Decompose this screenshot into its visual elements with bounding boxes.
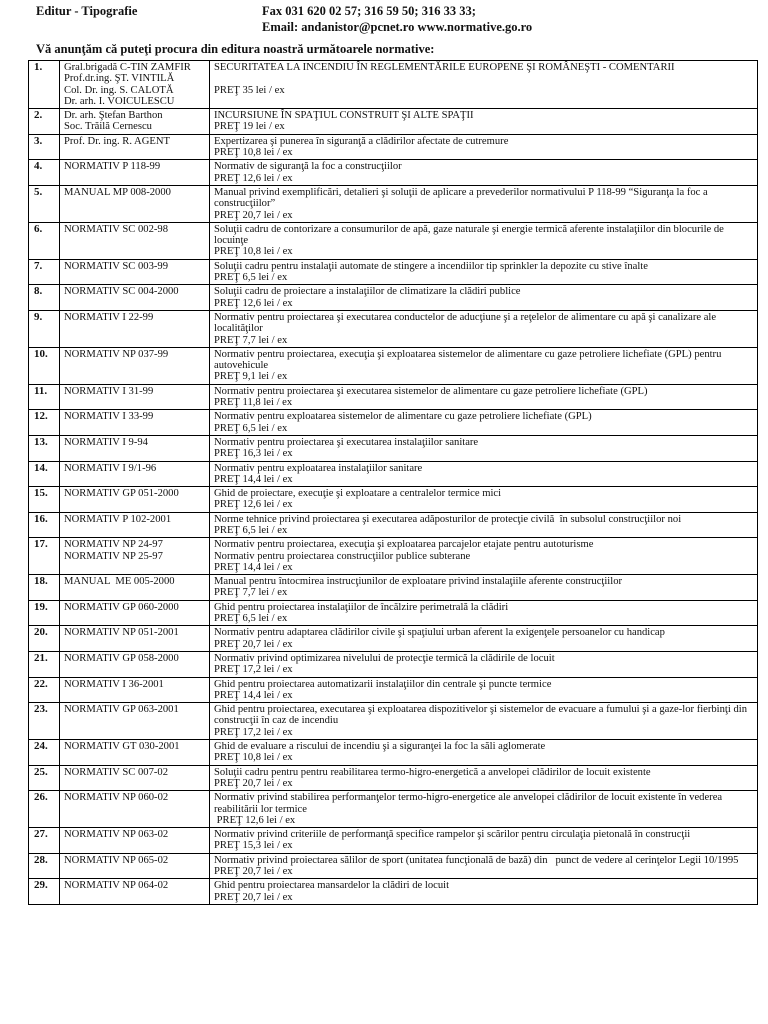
item-description-cell: [210, 740, 758, 766]
item-description-cell: [210, 285, 758, 311]
item-title: SECURITATEA LA INCENDIU ÎN REGLEMENTĂRILE EUROPENE ŞI ROMÂNEŞTI - COMENTARII: [214, 62, 675, 73]
item-number: 17.: [29, 538, 60, 575]
item-author-cell: [60, 285, 210, 311]
table-row: [29, 703, 758, 740]
item-author-cell: [60, 435, 210, 461]
table-row: [29, 879, 758, 905]
item-author: NORMATIV GP 051-2000: [64, 488, 179, 500]
item-author-cell: [60, 651, 210, 677]
table-row: [29, 347, 758, 384]
item-description-cell: [210, 828, 758, 854]
item-author-cell: [60, 109, 210, 135]
item-author: NORMATIV NP 037-99: [64, 348, 169, 360]
item-title: Normativ privind criteriile de performanţă specifice rampelor şi scărilor pentru circulaţia pietonală în construcţii: [214, 829, 691, 841]
item-description-cell: [210, 384, 758, 410]
item-description-cell: [210, 512, 758, 538]
item-number: 21.: [29, 651, 60, 677]
item-price: PREŢ 35 lei / ex: [214, 84, 285, 96]
item-title: INCURSIUNE ÎN SPAŢIUL CONSTRUIT ŞI ALTE SPAŢII: [214, 110, 474, 122]
item-description-cell: [210, 259, 758, 285]
item-author-cell: [60, 828, 210, 854]
item-title: Soluţii cadru de contorizare a consumurilor de apă, gaze naturale şi energie termică aferente instalaţiilor din blocurile de locuinţe: [214, 223, 727, 247]
item-author-cell: [60, 703, 210, 740]
table-row: [29, 160, 758, 186]
item-author: Dr. arh. I. VOICULESCU: [64, 95, 175, 107]
item-description-cell: [210, 879, 758, 905]
item-price: PREŢ 10,8 lei / ex: [214, 246, 293, 258]
item-title: Normativ pentru proiectarea şi executarea conductelor de aducţiune şi a reţelelor de alimentare cu apă şi canalizare ale localităţilor: [214, 311, 719, 335]
table-row: [29, 461, 758, 487]
item-description-cell: [210, 651, 758, 677]
item-price: PREŢ 20,7 lei / ex: [214, 209, 293, 221]
item-title: Norme tehnice privind proiectarea şi executarea adăposturilor de protecţie civilă în subsolul construcţiilor noi: [214, 513, 682, 525]
item-author: Dr. arh. Ştefan Barthon: [64, 110, 163, 122]
item-title: Expertizarea şi punerea în siguranţă a clădirilor afectate de cutremure: [214, 135, 509, 147]
item-price: PREŢ 10,8 lei / ex: [214, 147, 293, 159]
item-author-cell: [60, 461, 210, 487]
table-row: [29, 512, 758, 538]
table-row: [29, 828, 758, 854]
item-title: Normativ pentru proiectarea, execuţia şi exploatarea sistemelor de alimentare cu gaze petroliere lichefiate (GPL) pentru autovehicule: [214, 348, 725, 372]
item-author-cell: [60, 512, 210, 538]
item-author-cell: [60, 160, 210, 186]
item-author: NORMATIV NP 24-97: [64, 539, 163, 551]
item-author: NORMATIV I 22-99: [64, 311, 154, 323]
item-title: Normativ pentru proiectarea, execuţia şi exploatarea parcajelor etajate pentru autoturisme: [214, 539, 594, 551]
item-author-cell: [60, 61, 210, 109]
item-title: Ghid pentru proiectarea, executarea şi exploatarea dispozitivelor şi sistemelor de evacuare a fumului şi a gaze-lor fierbinţi din construcţii în caz de incendiu: [214, 704, 750, 727]
table-row: [29, 677, 758, 703]
item-author: NORMATIV SC 007-02: [64, 766, 168, 778]
table-row: [29, 600, 758, 626]
item-title: Normativ pentru exploatarea sistemelor de alimentare cu gaze petroliere lichefiate (GPL): [214, 411, 592, 423]
item-author-cell: [60, 310, 210, 347]
item-number: 11.: [29, 384, 60, 410]
item-author: Gral.brigadă C-TIN ZAMFIR: [64, 62, 191, 73]
table-row: [29, 222, 758, 259]
intro-text: Vă anunţăm că puteţi procura din editura noastră următoarele normative:: [36, 42, 435, 56]
item-author: NORMATIV NP 064-02: [64, 880, 169, 892]
item-author: Col. Dr. ing. S. CALOTĂ: [64, 84, 174, 96]
table-row: [29, 791, 758, 828]
item-number: 24.: [29, 740, 60, 766]
item-title: Normativ privind stabilirea performanţelor termo-higro-energetice ale anvelopei clădirilor de locuit existente în vederea reabilitării lor termice: [214, 792, 725, 815]
item-number: 12.: [29, 410, 60, 436]
item-number: 15.: [29, 487, 60, 513]
item-description-cell: [210, 134, 758, 160]
item-description-cell: [210, 791, 758, 828]
item-number: 18.: [29, 575, 60, 601]
item-number: 23.: [29, 703, 60, 740]
item-title: Soluţii cadru pentru instalaţii automate de stingere a incendiilor tip sprinkler la depozite cu stive înalte: [214, 260, 648, 272]
item-title: Normativ privind proiectarea sălilor de sport (unitatea funcţională de bază) din punct de vedere al cerinţelor Legii 10/1995: [214, 854, 739, 866]
publisher-heading: Editur - Tipografie: [36, 4, 138, 18]
item-title: Ghid de proiectare, execuţie şi exploatare a centralelor termice mici: [214, 488, 502, 500]
item-author-cell: [60, 575, 210, 601]
item-author: NORMATIV GP 060-2000: [64, 601, 179, 613]
table-row: [29, 410, 758, 436]
item-author-cell: [60, 347, 210, 384]
item-number: 9.: [29, 310, 60, 347]
item-description-cell: [210, 677, 758, 703]
table-row: [29, 740, 758, 766]
item-author: NORMATIV I 9/1-96: [64, 462, 157, 474]
item-price: PREŢ 15,3 lei / ex: [214, 840, 293, 852]
item-title: Normativ pentru proiectarea şi executarea sistemelor de alimentare cu gaze petroliere lichefiate (GPL): [214, 385, 648, 397]
item-number: 1.: [29, 61, 60, 109]
table-row: [29, 109, 758, 135]
table-row: [29, 185, 758, 222]
item-title: Ghid pentru proiectarea automatizarii instalaţiilor din centrale şi puncte termice: [214, 678, 552, 690]
item-title: Normativ pentru adaptarea clădirilor civile şi spaţiului urban aferent la exigenţele persoanelor cu handicap: [214, 627, 665, 639]
item-title: Manual privind exemplificări, detalieri şi soluţii de aplicare a prevederilor normativului P 118-99 “Siguranţa la foc a construcţiilor”: [214, 186, 711, 210]
item-description-cell: [210, 626, 758, 652]
item-author: NORMATIV GP 058-2000: [64, 652, 179, 664]
item-price: PREŢ 7,7 lei / ex: [214, 334, 288, 346]
item-price: PREŢ 10,8 lei / ex: [214, 752, 293, 764]
item-description-cell: [210, 703, 758, 740]
item-author-cell: [60, 853, 210, 879]
item-author: NORMATIV GT 030-2001: [64, 741, 180, 753]
table-row: [29, 538, 758, 575]
item-description-cell: [210, 347, 758, 384]
item-description-cell: [210, 538, 758, 575]
item-author-cell: [60, 765, 210, 791]
item-author: NORMATIV SC 004-2000: [64, 286, 179, 298]
item-author-cell: [60, 879, 210, 905]
item-number: 26.: [29, 791, 60, 828]
item-title: Normativ pentru proiectarea şi executarea instalaţiilor sanitare: [214, 436, 479, 448]
item-author-cell: [60, 626, 210, 652]
item-number: 29.: [29, 879, 60, 905]
item-author: NORMATIV NP 051-2001: [64, 627, 179, 639]
item-author: Prof.dr.ing. ŞT. VINTILĂ: [64, 73, 175, 85]
item-author: NORMATIV SC 003-99: [64, 260, 168, 272]
item-price: PREŢ 6,5 lei / ex: [214, 422, 288, 434]
item-author: Soc. Trăilă Cernescu: [64, 121, 152, 133]
item-number: 3.: [29, 134, 60, 160]
table-row: [29, 61, 758, 109]
table-row: [29, 487, 758, 513]
table-row: [29, 384, 758, 410]
item-description-cell: [210, 765, 758, 791]
item-title: Normativ privind optimizarea nivelului de protecţie termică la clădirile de locuit: [214, 652, 555, 664]
item-price: PREŢ 20,7 lei / ex: [214, 891, 293, 903]
table-row: [29, 134, 758, 160]
email-line: Email: andanistor@pcnet.ro www.normative.go.ro: [262, 20, 533, 34]
item-author: NORMATIV I 9-94: [64, 436, 148, 448]
item-title: Normativ pentru exploatarea instalaţiilor sanitare: [214, 462, 423, 474]
item-description-cell: [210, 853, 758, 879]
table-row: [29, 765, 758, 791]
item-author-cell: [60, 134, 210, 160]
item-number: 6.: [29, 222, 60, 259]
item-description-cell: [210, 487, 758, 513]
item-author-cell: [60, 538, 210, 575]
item-author-cell: [60, 222, 210, 259]
item-number: 2.: [29, 109, 60, 135]
item-description-cell: [210, 109, 758, 135]
item-author: NORMATIV P 102-2001: [64, 513, 172, 525]
fax-line: Fax 031 620 02 57; 316 59 50; 316 33 33;: [262, 4, 476, 18]
item-price: PREŢ 7,7 lei / ex: [214, 587, 288, 599]
item-author: NORMATIV NP 063-02: [64, 829, 169, 841]
item-number: 13.: [29, 435, 60, 461]
item-price: PREŢ 19 lei / ex: [214, 121, 285, 133]
item-author: MANUAL MP 008-2000: [64, 186, 171, 198]
item-title: Manual pentru întocmirea instrucţiunilor de exploatare privind instalaţiile aferente construcţiilor: [214, 576, 623, 588]
item-price: PREŢ 6,5 lei / ex: [214, 272, 288, 284]
item-price: PREŢ 20,7 lei / ex: [214, 866, 293, 877]
item-title: Ghid pentru proiectarea mansardelor la clădiri de locuit: [214, 880, 450, 892]
table-row: [29, 285, 758, 311]
blank-line: [214, 73, 754, 84]
item-author: Prof. Dr. ing. R. AGENT: [64, 135, 170, 147]
item-description-cell: [210, 600, 758, 626]
item-author-cell: [60, 410, 210, 436]
item-price: PREŢ 17,2 lei / ex: [214, 726, 293, 738]
item-description-cell: [210, 410, 758, 436]
item-price: PREŢ 20,7 lei / ex: [214, 777, 293, 789]
table-row: [29, 853, 758, 879]
table-row: [29, 626, 758, 652]
item-number: 4.: [29, 160, 60, 186]
item-title: Ghid de evaluare a riscului de incendiu şi a siguranţei la foc la săli aglomerate: [214, 741, 546, 753]
item-number: 7.: [29, 259, 60, 285]
table-row: [29, 259, 758, 285]
item-author-cell: [60, 600, 210, 626]
item-author: NORMATIV I 36-2001: [64, 678, 164, 690]
item-number: 8.: [29, 285, 60, 311]
item-price: PREŢ 16,3 lei / ex: [214, 448, 293, 460]
item-number: 20.: [29, 626, 60, 652]
item-price: PREŢ 11,8 lei / ex: [214, 397, 293, 409]
item-description-cell: [210, 310, 758, 347]
table-row: [29, 575, 758, 601]
item-price: PREŢ 14,4 lei / ex: [214, 473, 293, 485]
normatives-table-body: [29, 61, 758, 905]
item-price: PREŢ 12,6 lei / ex: [214, 297, 293, 309]
table-row: [29, 651, 758, 677]
item-author: NORMATIV GP 063-2001: [64, 704, 179, 716]
item-author-cell: [60, 791, 210, 828]
item-author: NORMATIV NP 065-02: [64, 854, 169, 866]
item-author: NORMATIV NP 25-97: [64, 550, 163, 562]
item-author-cell: [60, 487, 210, 513]
item-price: PREŢ 12,6 lei / ex: [214, 499, 293, 511]
item-description-cell: [210, 461, 758, 487]
item-description-cell: [210, 185, 758, 222]
item-number: 22.: [29, 677, 60, 703]
item-price: PREŢ 20,7 lei / ex: [214, 638, 293, 650]
item-description-cell: [210, 575, 758, 601]
item-price: PREŢ 6,5 lei / ex: [214, 524, 288, 536]
item-author-cell: [60, 740, 210, 766]
item-description-cell: [210, 160, 758, 186]
item-description-cell: [210, 435, 758, 461]
item-description-cell: [210, 222, 758, 259]
item-number: 19.: [29, 600, 60, 626]
item-price: PREŢ 6,5 lei / ex: [214, 613, 288, 625]
normatives-table: [28, 60, 758, 905]
item-price: PREŢ 17,2 lei / ex: [214, 664, 293, 676]
table-row: [29, 435, 758, 461]
item-author: NORMATIV NP 060-02: [64, 792, 169, 804]
item-author: NORMATIV P 118-99: [64, 161, 161, 173]
item-number: 27.: [29, 828, 60, 854]
item-price: PREŢ 12,6 lei / ex: [214, 172, 293, 184]
item-title: Soluţii cadru pentru pentru reabilitarea termo-higro-energetică a anvelopei clădirilor de locuit existente: [214, 766, 651, 778]
item-author-cell: [60, 259, 210, 285]
item-title: Normativ pentru proiectarea construcţiilor publice subterane: [214, 550, 471, 562]
item-number: 10.: [29, 347, 60, 384]
item-author: NORMATIV SC 002-98: [64, 223, 168, 235]
item-author: MANUAL ME 005-2000: [64, 576, 175, 588]
item-title: Ghid pentru proiectarea instalaţiilor de încălzire perimetrală la clădiri: [214, 601, 509, 613]
item-number: 5.: [29, 185, 60, 222]
item-description-cell: [210, 61, 758, 109]
item-author-cell: [60, 677, 210, 703]
item-author: NORMATIV I 31-99: [64, 385, 154, 397]
item-number: 14.: [29, 461, 60, 487]
item-price: PREŢ 12,6 lei / ex: [214, 814, 296, 826]
item-price: PREŢ 9,1 lei / ex: [214, 371, 288, 383]
item-price: PREŢ 14,4 lei / ex: [214, 689, 293, 701]
item-author-cell: [60, 185, 210, 222]
item-number: 28.: [29, 853, 60, 879]
table-row: [29, 310, 758, 347]
item-author: NORMATIV I 33-99: [64, 411, 154, 423]
item-author-cell: [60, 384, 210, 410]
item-title: Soluţii cadru de proiectare a instalaţiilor de climatizare la clădiri publice: [214, 286, 521, 298]
item-number: 16.: [29, 512, 60, 538]
item-title: Normativ de siguranţă la foc a construcţiilor: [214, 161, 402, 173]
item-price: PREŢ 14,4 lei / ex: [214, 561, 293, 573]
item-number: 25.: [29, 765, 60, 791]
